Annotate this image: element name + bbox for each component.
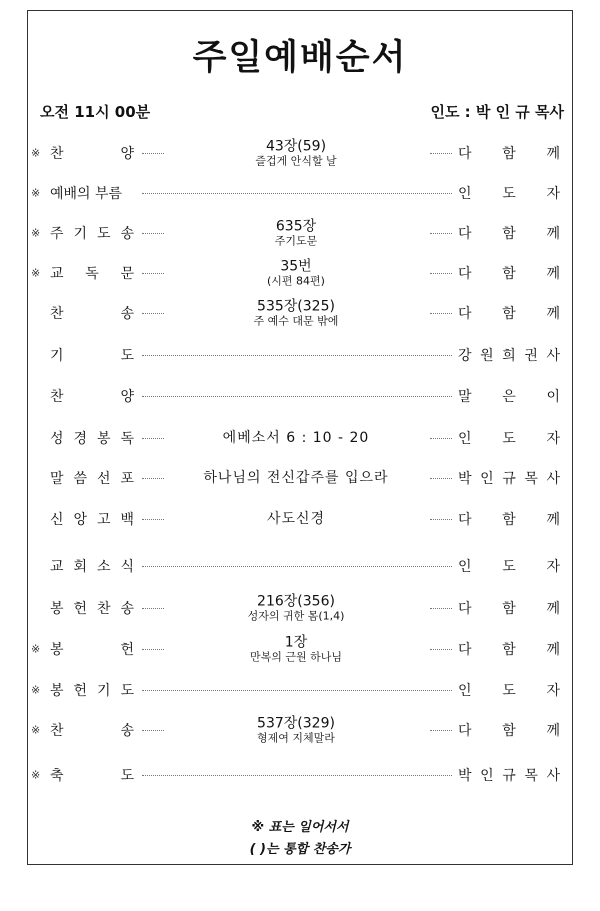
order-item-char: 도 [120,768,134,784]
order-item-by-char: 목 [524,768,538,784]
order-item-by [458,428,560,448]
order-item-by-char: 도 [502,559,516,575]
order-item-char: 송 [120,723,134,739]
order-item-label [50,765,134,785]
service-time: 오전 11시 00분 [40,103,151,121]
order-item-char: 말 [50,471,64,487]
order-item-char: 기 [73,226,88,242]
dot-leader [142,396,452,397]
order-item-char: 봉 [96,431,111,447]
order-item-by-char: 께 [546,146,560,162]
order-item-by [458,556,560,576]
order-item-content [166,219,426,248]
dot-leader [142,438,164,439]
order-item-char: 봉 [50,642,64,658]
dot-leader [142,608,164,609]
dot-leader [430,153,452,154]
dot-leader [142,730,164,731]
order-item-char: 앙 [73,512,88,528]
order-item-label [50,720,134,740]
order-item-content [166,430,426,446]
order-item-main: 535장(325) [257,298,335,315]
order-item-char: 기 [96,683,111,699]
order-item-by-char: 함 [502,601,516,617]
dot-leader [142,355,452,356]
order-item-char: 회 [73,559,88,575]
order-item-char: 교 [50,559,64,575]
order-row [0,253,600,293]
order-item-main: 635장 [275,218,317,235]
order-item-sub: (시편 84편) [267,274,325,288]
dot-leader [142,233,164,234]
order-item-char: 씀 [73,471,88,487]
order-row [0,293,600,333]
order-item-main: 537장(329) [257,715,335,732]
order-item-by-char: 함 [502,146,516,162]
order-item-char: 선 [96,471,111,487]
order-item-by-char: 인 [480,471,494,487]
order-item-sub: 즐겁게 안식할 날 [255,154,337,168]
dot-leader [142,273,164,274]
order-item-by [458,598,560,618]
dot-leader [430,608,452,609]
order-item-by [458,720,560,740]
order-item-char: 송 [120,601,134,617]
order-item-by-char: 께 [546,266,560,282]
order-item-by-char: 자 [546,186,560,202]
order-item-char: 교 [50,266,64,282]
order-item-label [50,345,134,365]
order-item-main: 35번 [280,258,312,275]
order-item-label [50,386,134,406]
order-item-char: 백 [120,512,134,528]
order-item-char: 도 [120,348,134,364]
order-item-char: 찬 [96,601,111,617]
standing-mark: ※ [31,642,41,656]
order-item-char: 헌 [73,683,88,699]
order-item-char: 기 [50,348,64,364]
dot-leader [142,566,452,567]
service-leader: 인도 : 박 인 규 목사 [430,103,564,121]
order-item-label [50,556,134,576]
order-item-char: 양 [120,389,134,405]
order-item-char: 송 [120,306,134,322]
order-item-label [50,509,134,529]
order-item-char: 찬 [50,389,64,405]
standing-mark: ※ [31,683,41,697]
order-item-by [458,183,560,203]
order-item-by [458,143,560,163]
order-item-by-char: 다 [458,723,472,739]
order-item-char: 찬 [50,306,64,322]
order-item-by [458,263,560,283]
order-item-by-char: 자 [546,683,560,699]
order-item-by-char: 도 [502,683,516,699]
dot-leader [142,153,164,154]
order-item-by-char: 강 [458,348,472,364]
order-item-content [166,594,426,623]
order-item-char: 성 [50,431,64,447]
order-item-by-char: 박 [458,768,472,784]
order-item-char: 독 [120,431,134,447]
order-item-by [458,765,560,785]
order-item-char: 신 [50,512,64,528]
order-row [0,173,600,213]
order-item-char: 경 [73,431,88,447]
order-item-by-char: 사 [546,471,560,487]
order-item-label [50,303,134,323]
order-item-by-char: 함 [502,723,516,739]
order-row [0,670,600,710]
order-item-content [166,635,426,664]
dot-leader [430,313,452,314]
order-item-sub: 주기도문 [274,234,318,248]
order-item-by-char: 께 [546,226,560,242]
order-item-sub: 성자의 귀한 몸(1,4) [247,609,345,623]
order-item-by-char: 다 [458,266,472,282]
standing-mark: ※ [31,146,41,160]
hymnal-note: ( )는 통합 찬송가 [249,842,351,857]
order-item-label [50,680,134,700]
order-item-by-char: 께 [546,306,560,322]
order-item-char: 찬 [50,723,64,739]
dot-leader [142,478,164,479]
order-item-by-char: 다 [458,146,472,162]
order-row [0,629,600,669]
order-item-label [50,223,134,243]
order-item-by-char: 자 [546,559,560,575]
order-item-by-char: 다 [458,306,472,322]
order-item-by-char: 이 [546,389,560,405]
order-item-by [458,509,560,529]
standing-mark: ※ [31,186,41,200]
order-item-by-char: 사 [546,768,560,784]
order-item-sub: 만복의 근원 하나님 [249,650,342,664]
order-item-char: 문 [120,266,134,282]
order-item-by-char: 함 [502,226,516,242]
order-item-label [50,598,134,618]
standing-note: ※ 표는 일어서서 [251,820,349,835]
order-item-label [50,428,134,448]
order-item-by-char: 원 [480,348,494,364]
order-item-by-char: 다 [458,601,472,617]
order-item-by-char: 다 [458,226,472,242]
dot-leader [430,273,452,274]
order-item-by-char: 규 [502,768,516,784]
order-item-by-char: 인 [458,683,472,699]
order-item-content [166,470,426,486]
order-item-char: 봉 [50,683,64,699]
order-item-char: 도 [96,226,111,242]
order-item-by-char: 께 [546,601,560,617]
dot-leader [430,478,452,479]
order-row [0,755,600,795]
order-item-content [166,299,426,328]
standing-mark: ※ [31,226,41,240]
dot-leader [142,690,452,691]
dot-leader [142,519,164,520]
dot-leader [430,438,452,439]
order-item-main: 43장(59) [265,138,327,155]
order-item-char: 축 [50,768,64,784]
order-item-by-char: 도 [502,186,516,202]
order-item-by-char: 함 [502,266,516,282]
order-item-by [458,223,560,243]
order-item-by-char: 께 [546,512,560,528]
order-item-char: 주 [50,226,64,242]
order-item-by-char: 함 [502,306,516,322]
dot-leader [142,193,452,194]
order-item-by-char: 규 [502,471,516,487]
order-item-by-char: 인 [480,768,494,784]
order-item-by-char: 인 [458,431,472,447]
order-item-label [50,183,134,203]
order-row [0,499,600,539]
order-item-main: 사도신경 [266,511,326,527]
order-item-main: 에베소서 6 : 10 - 20 [222,430,370,446]
dot-leader [430,233,452,234]
order-item-by-char: 인 [458,559,472,575]
order-item-by [458,639,560,659]
dot-leader [430,649,452,650]
dot-leader [142,649,164,650]
order-item-label [50,143,134,163]
order-item-by-char: 께 [546,642,560,658]
order-item-char: 소 [96,559,111,575]
order-item-by-char: 사 [546,348,560,364]
order-row [0,418,600,458]
standing-mark: ※ [31,266,41,280]
order-item-by-char: 인 [458,186,472,202]
order-row [0,546,600,586]
order-item-char: 도 [120,683,134,699]
order-item-char: 헌 [73,601,88,617]
order-item-by [458,345,560,365]
order-item-char: 독 [85,266,99,282]
dot-leader [142,313,164,314]
page-title: 주일예배순서 [192,38,408,78]
order-item-main: 216장(356) [257,593,335,610]
dot-leader [430,519,452,520]
order-item-by [458,680,560,700]
order-row [0,213,600,253]
order-item-label [50,468,134,488]
order-item-char: 양 [120,146,134,162]
order-item-sub: 형제여 지체말라 [257,731,335,745]
order-item-label [50,263,134,283]
order-item-sub: 주 예수 대문 밖에 [253,314,339,328]
order-item-by-char: 목 [524,471,538,487]
order-row [0,376,600,416]
order-row [0,133,600,173]
order-item-char: 예배의 부름 [50,186,123,202]
order-item-content [166,259,426,288]
order-item-by-char: 말 [458,389,472,405]
order-item-char: 식 [120,559,134,575]
order-item-main: 하나님의 전신갑주를 입으라 [203,470,389,486]
order-item-content [166,716,426,745]
order-item-by-char: 은 [502,389,516,405]
order-item-by-char: 도 [502,431,516,447]
order-item-by-char: 다 [458,512,472,528]
order-item-main: 1장 [284,634,308,651]
order-row [0,588,600,628]
order-item-by-char: 자 [546,431,560,447]
order-item-by [458,303,560,323]
order-row [0,335,600,375]
order-item-by-char: 다 [458,642,472,658]
order-item-by-char: 께 [546,723,560,739]
order-item-char: 봉 [50,601,64,617]
order-item-by-char: 함 [502,642,516,658]
order-item-char: 헌 [120,642,134,658]
order-item-char: 고 [96,512,111,528]
order-item-content [166,511,426,527]
order-item-by-char: 희 [502,348,516,364]
dot-leader [142,775,452,776]
order-item-by [458,468,560,488]
order-item-by-char: 권 [524,348,538,364]
standing-mark: ※ [31,768,41,782]
order-item-by [458,386,560,406]
order-row [0,458,600,498]
order-item-by-char: 함 [502,512,516,528]
order-item-char: 송 [120,226,134,242]
standing-mark: ※ [31,723,41,737]
order-item-by-char: 박 [458,471,472,487]
order-row [0,710,600,750]
dot-leader [430,730,452,731]
order-item-content [166,139,426,168]
order-item-label [50,639,134,659]
order-item-char: 포 [120,471,134,487]
order-item-char: 찬 [50,146,64,162]
